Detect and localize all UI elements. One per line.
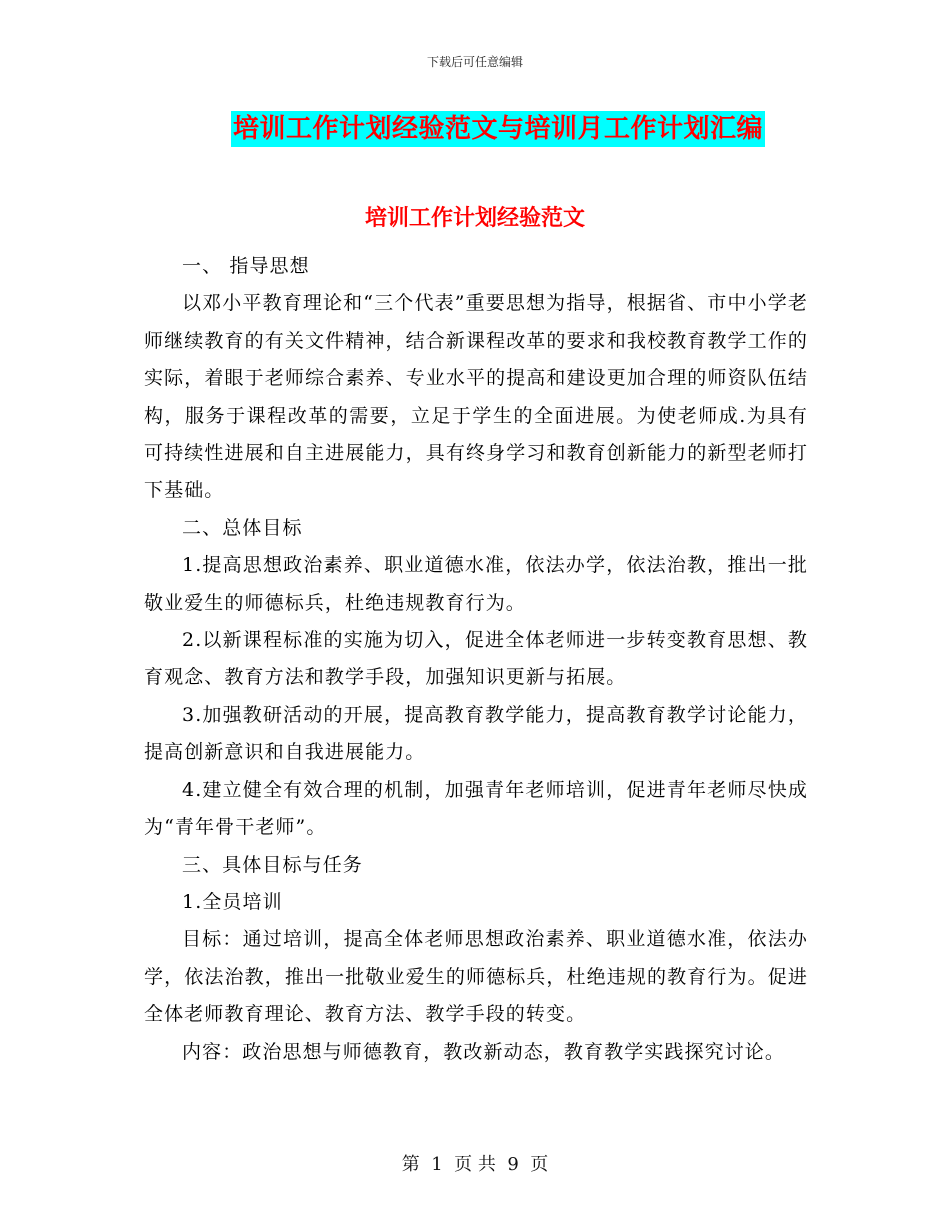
heading-guiding-thought: 一、 指导思想 xyxy=(182,255,310,277)
main-title-container xyxy=(0,111,950,147)
page-footer xyxy=(0,1152,950,1178)
subheading-all-staff-training: 1.全员培训 xyxy=(182,890,283,913)
paragraph-training-goal: 目标：通过培训，提高全体老师思想政治素养、职业道德水准，依法办学，依法治教，推出一批敬业爱生的师德标兵，杜绝违规的教育行为。促进全体老师教育理论、教育方法、教学手段的转变。 xyxy=(144,928,808,1026)
page-label-prefix: 第 xyxy=(401,1154,420,1175)
main-title: 培训工作计划经验范文与培训月工作计划汇编 xyxy=(231,111,765,147)
header-note: 下载后可任意编辑 xyxy=(426,55,523,69)
goal-item-3: 3.加强教研活动的开展，提高教育教学能力，提高教育教学讨论能力，提高创新意识和自我进展能力。 xyxy=(144,703,808,764)
paragraph-training-content: 内容：政治思想与师德教育，教改新动态，教育教学实践探究讨论。 xyxy=(182,1040,786,1063)
page-label-suffix: 页 xyxy=(530,1154,549,1175)
page-number: 1 xyxy=(431,1154,443,1175)
page-label-mid: 页 共 xyxy=(454,1154,496,1175)
document-body xyxy=(144,248,808,1071)
page-total: 9 xyxy=(507,1154,519,1175)
heading-overall-goals: 二、总体目标 xyxy=(182,516,303,539)
goal-item-2: 2.以新课程标准的实施为切入，促进全体老师进一步转变教育思想、教育观念、教育方法和教学手段，加强知识更新与拓展。 xyxy=(144,629,808,689)
paragraph-guiding-thought: 以邓小平教育理论和“三个代表”重要思想为指导，根据省、市中小学老师继续教育的有关文件精神，结合新课程改革的要求和我校教育教学工作的实际，着眼于老师综合素养、专业水平的提高和建设更加合理的师资队伍结构，服务于课程改革的需要，立足于学生的全面进展。为使老师成.为具有可持续性进展和自主进展能力，具有终身学习和教育创新能力的新型老师打下基础。 xyxy=(144,292,808,502)
heading-specific-goals: 三、具体目标与任务 xyxy=(182,853,363,876)
goal-item-1: 1.提高思想政治素养、职业道德水准，依法办学，依法治教，推出一批敬业爱生的师德标兵，杜绝违规教育行为。 xyxy=(144,554,808,614)
goal-item-4: 4.建立健全有效合理的机制，加强青年老师培训，促进青年老师尽快成为“青年骨干老师”。 xyxy=(144,778,808,839)
section-title: 培训工作计划经验范文 xyxy=(364,205,585,231)
